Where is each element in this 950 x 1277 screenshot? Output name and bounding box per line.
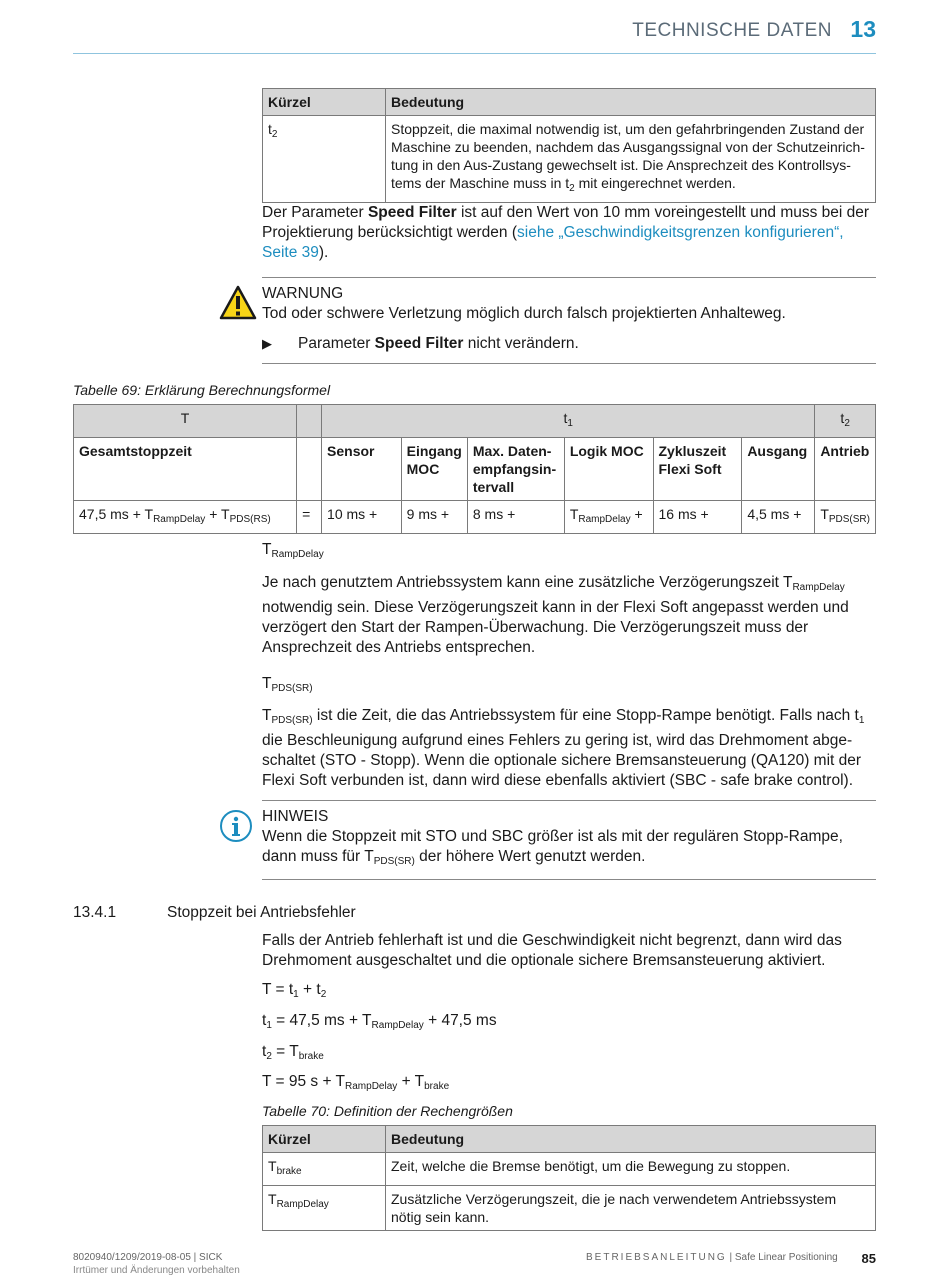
column-header: Bedeutung [386, 1126, 876, 1153]
table-header-row [74, 405, 876, 438]
table-cell: 10 ms + [322, 501, 402, 534]
warning-triangle-icon [219, 285, 257, 320]
table-cell: 8 ms + [467, 501, 564, 534]
page-header-title: TECHNISCHE DATEN [632, 20, 832, 41]
column-header: $t_2$ [815, 405, 876, 438]
table-cell: 16 ms + [653, 501, 742, 534]
cross-reference-link[interactable]: siehe „Geschwindigkeitsgrenzen konfigurieren“, Seite 39 [262, 224, 844, 261]
table-header-row [263, 89, 876, 116]
warning-action: Parameter Speed Filter nicht verändern. [298, 335, 579, 352]
table-cell: Gesamtstoppzeit [74, 438, 297, 501]
page-number: 85 [861, 1251, 876, 1266]
table-row [74, 501, 876, 534]
table-cell: Zeit, welche die Bremse benötigt, um die Bewegung zu stoppen. [386, 1153, 876, 1186]
table-cell [297, 438, 322, 501]
table-cell: $T_{RampDelay}$ + [564, 501, 653, 534]
formula-t2: $t_2 = T_{brake}$ [262, 1043, 324, 1062]
warning-bottom-rule [262, 363, 876, 364]
table-cell: = [297, 501, 322, 534]
table-cell: $T_{PDS(SR)}$ [815, 501, 876, 534]
footer-doc-id: 8020940/1209/2019-08-05 | SICK [73, 1252, 223, 1263]
notice-title: HINWEIS [262, 808, 329, 825]
table-cell: $T_{brake}$ [263, 1153, 386, 1186]
table-row [263, 1153, 876, 1186]
warning-text: Tod oder schwere Verletzung möglich durch falsch projektierten Anhalteweg. [262, 305, 786, 322]
notice-bottom-rule [262, 879, 876, 880]
table-cell: Antrieb [815, 438, 876, 501]
warning-title: WARNUNG [262, 285, 344, 302]
table-header-row [263, 1126, 876, 1153]
table-cell: 9 ms + [401, 501, 467, 534]
table-cell: Sensor [322, 438, 402, 501]
chapter-number: 13 [850, 16, 876, 42]
table-cell: 4,5 ms + [742, 501, 815, 534]
notice-top-rule [262, 800, 876, 801]
ramp-delay-heading: $T_{RampDelay}$ [262, 541, 324, 560]
speed-filter-paragraph: Der Parameter Speed Filter ist auf den Wert von 10 mm voreingestellt und muss bei der Projektierung berücksichtigt werden (siehe „Geschwindigkeitsgrenzen konfigurieren“, Seite 39). [262, 204, 870, 261]
section-number: 13.4.1 [73, 904, 117, 921]
table-cell: Logik MOC [564, 438, 653, 501]
calculation-table [73, 404, 876, 534]
bullet-icon: ▶ [262, 336, 272, 351]
table-cell: Max. Daten-empfangsin-tervall [467, 438, 564, 501]
formula-total: $T = t_1 + t_2$ [262, 981, 327, 1000]
column-header: Bedeutung [386, 89, 876, 116]
pds-heading: $T_{PDS(SR)}$ [262, 675, 313, 694]
table-subheader-row [74, 438, 876, 501]
header-rule [73, 53, 876, 54]
info-icon [219, 809, 253, 843]
abbreviation-table-top [262, 88, 876, 203]
column-header [297, 405, 322, 438]
pds-paragraph: $T_{PDS(SR)}$ ist die Zeit, die das Antriebssystem für eine Stopp-Rampe benötigt. Falls nach $t_1$ die Beschleunigung aufgrund eines Fehlers zu gering ist, wird das Drehmoment abge-schaltet (STO - Stopp). Wenn die optionale sichere Bremsansteuerung (QA120) mit der Flexi Soft verbunden ist, dann wird diese ebenfalls aktiviert (SBC - safe brake control). [262, 707, 865, 789]
footer-disclaimer: Irrtümer und Änderungen vorbehalten [73, 1265, 240, 1276]
formula-result: T = 95 $s + T_{RampDelay} + T_{brake}$ [262, 1073, 450, 1092]
table-cell: 47,5 ms + $T_{RampDelay} + T_{PDS(RS)}$ [74, 501, 297, 534]
column-header: Kürzel [263, 1126, 386, 1153]
table-70-caption: Tabelle 70: Definition der Rechengrößen [262, 1103, 513, 1119]
column-header: $t_1$ [322, 405, 815, 438]
footer-manual: BETRIEBSANLEITUNG | Safe Linear Positioning [586, 1252, 838, 1263]
table-cell: $T_{RampDelay}$ [263, 1186, 386, 1231]
table-69-caption: Tabelle 69: Erklärung Berechnungsformel [73, 382, 331, 398]
warning-top-rule [262, 277, 876, 278]
table-cell: Zusätzliche Verzögerungszeit, die je nach verwendetem Antriebssystem nötig sein kann. [386, 1186, 876, 1231]
table-row [263, 1186, 876, 1231]
table-cell: Stoppzeit, die maximal notwendig ist, um den gefahrbringenden Zustand der Maschine zu beenden, nachdem das Ausgangssignal von der Schutzeinrich-tung in den Aus-Zustang gewechselt ist. Die Ansprechzeit des Kontrollsys-tems der Maschine muss in $t_2$ mit eingerechnet werden. [386, 116, 876, 203]
column-header: T [74, 405, 297, 438]
notice-text: Wenn die Stoppzeit mit STO und SBC größer ist als mit der regulären Stopp-Rampe, dann muss für $T_{PDS(SR)}$ der höhere Wert genutzt werden. [262, 828, 843, 867]
table-cell: Ausgang [742, 438, 815, 501]
formula-t1: $t_1 = 47,5$ ms + $T_{RampDelay} + 47,5$ ms [262, 1012, 497, 1031]
table-row [263, 116, 876, 203]
table-cell: Zykluszeit Flexi Soft [653, 438, 742, 501]
definition-table [262, 1125, 876, 1231]
ramp-delay-paragraph: Je nach genutztem Antriebssystem kann eine zusätzliche Verzögerungszeit $T_{RampDelay}$ notwendig sein. Diese Verzögerungszeit kann in der Flexi Soft angepasst werden und verzögert den Start der Rampen-Überwachung. Die Verzögerungszeit muss der Ansprechzeit des Antriebs entsprechen. [262, 574, 849, 656]
table-cell: $t_2$ [263, 116, 386, 203]
section-title: Stoppzeit bei Antriebsfehler [167, 904, 356, 921]
column-header: Kürzel [263, 89, 386, 116]
table-cell: Eingang MOC [401, 438, 467, 501]
section-paragraph: Falls der Antrieb fehlerhaft ist und die Geschwindigkeit nicht begrenzt, dann wird das Drehmoment ausgeschaltet und die optionale sichere Bremsansteuerung aktiviert. [262, 932, 842, 969]
